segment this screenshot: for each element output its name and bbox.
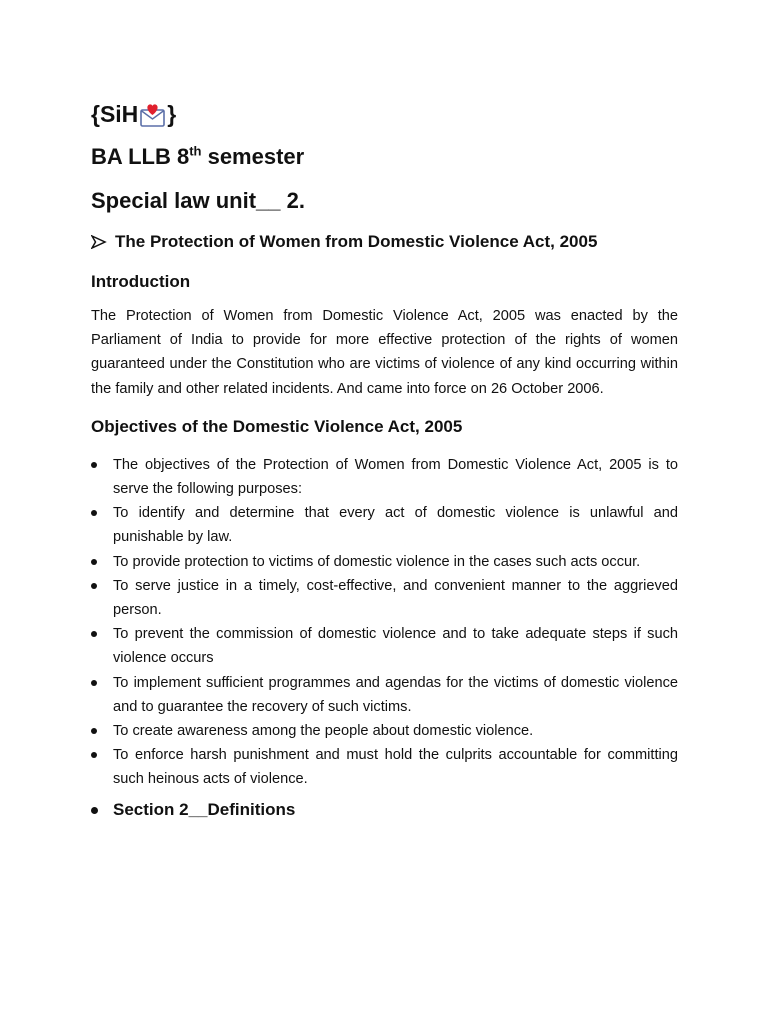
list-item [91,719,678,743]
envelope-heart-icon [139,101,166,128]
bullet-dot-icon [91,510,97,516]
bullet-dot-icon [91,752,97,758]
list-item [91,622,678,670]
objectives-heading: Objectives of the Domestic Violence Act, 2005 [91,416,463,436]
course-prefix: BA LLB 8 [91,144,190,169]
introduction-paragraph: The Protection of Women from Domestic Violence Act, 2005 was enacted by the Parliament of India to provide for more effective protection of the rights of women guaranteed under the Constitution who are victims of violence of any kind occurring within the family and other related incidents. And came into force on 26 October 2006. [91,308,678,397]
bullet-dot-icon [91,559,97,565]
objectives-list [91,453,678,792]
list-item-text: The objectives of the Protection of Women from Domestic Violence Act, 2005 is to serve the following purposes: [113,456,678,498]
bullet-dot-icon [91,807,98,814]
brand-tag [91,96,678,132]
bullet-dot-icon [91,680,97,686]
act-heading [91,230,678,254]
course-superscript: th [189,143,202,159]
bullet-dot-icon [91,631,97,637]
list-item [91,743,678,791]
list-item-text: To serve justice in a timely, cost-effective, and convenient manner to the aggrieved person. [113,577,678,619]
list-item [91,671,678,719]
document-content [91,96,678,822]
act-heading-text: The Protection of Women from Domestic Violence Act, 2005 [115,232,598,251]
list-item-text: To prevent the commission of domestic violence and to take adequate steps if such violence occurs [113,626,678,667]
bullet-dot-icon [91,462,97,468]
section-definitions-text: Section 2__Definitions [113,799,296,819]
list-item [91,453,678,501]
course-suffix: semester [201,144,305,169]
list-item-text: To identify and determine that every act of domestic violence is unlawful and punishable by law. [113,505,678,546]
brand-text-open: {SiH [91,101,139,127]
section-definitions-heading [91,798,678,822]
list-item-text: To implement sufficient programmes and agendas for the victims of domestic violence and to guarantee the recovery of such victims. [113,674,678,715]
list-item [91,550,678,574]
arrow-bullet-icon [91,235,107,249]
list-item-text: To create awareness among the people about domestic violence. [113,723,534,740]
brand-text-close: } [167,101,177,127]
list-item [91,574,678,622]
course-heading [91,142,678,172]
bullet-dot-icon [91,583,97,589]
list-item [91,501,678,549]
bullet-dot-icon [91,728,97,734]
unit-title: Special law unit__ 2. [91,188,305,213]
list-item-text: To enforce harsh punishment and must hold the culprits accountable for committing such heinous acts of violence. [113,747,678,788]
list-item-text: To provide protection to victims of domestic violence in the cases such acts occur. [113,553,641,570]
introduction-heading: Introduction [91,272,191,291]
